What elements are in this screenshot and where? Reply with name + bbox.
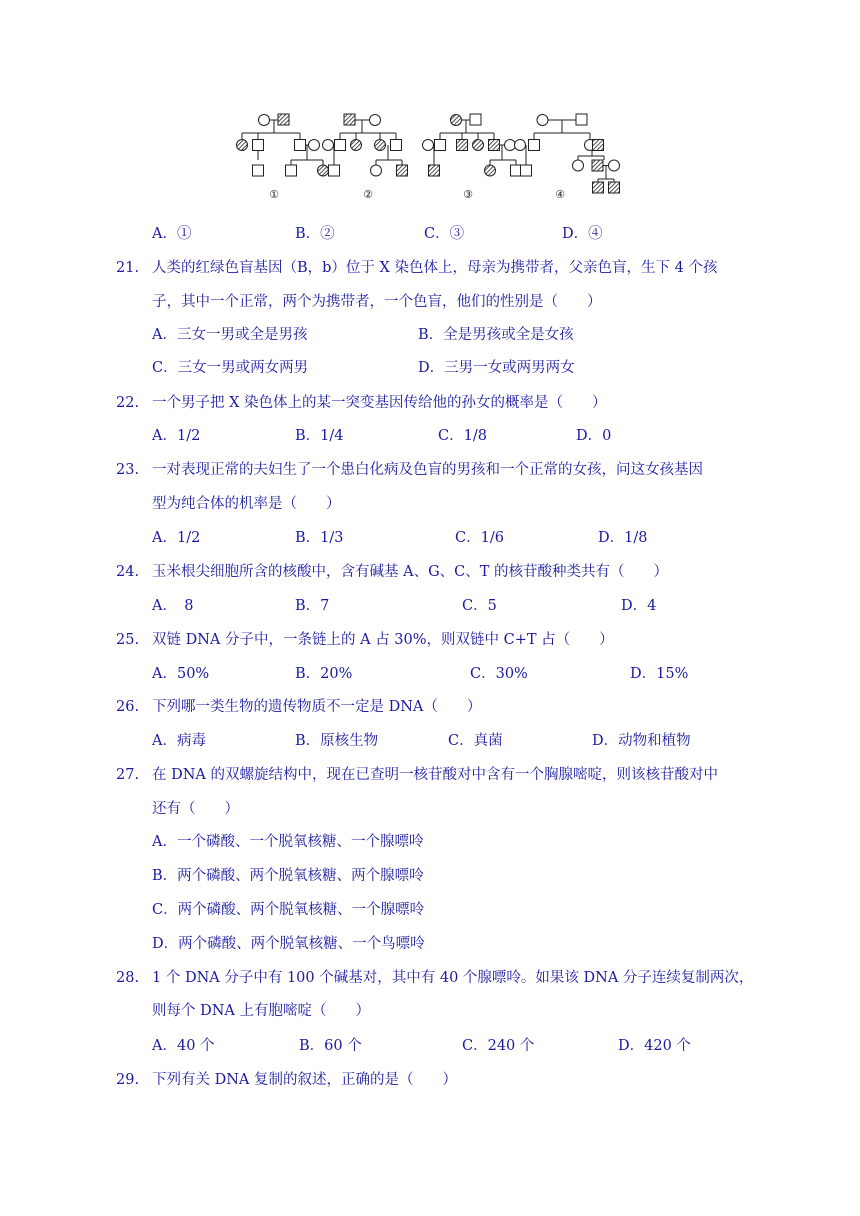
question-number: 21.	[116, 260, 140, 276]
pedigree-3	[423, 114, 522, 176]
q22-option-c[interactable]: C．1/8	[438, 428, 487, 444]
question-text: 人类的红绿色盲基因（B，b）位于 X 染色体上，母亲为携带者，父亲色盲，生下 4 个孩	[152, 260, 718, 276]
q27-option-a[interactable]: A．一个磷酸、一个脱氧核糖、一个腺嘌呤	[152, 834, 424, 850]
pedigree-label-2: ②	[363, 188, 373, 201]
q22-option-b[interactable]: B．1/4	[295, 428, 344, 444]
question-number: 23.	[116, 462, 140, 478]
q23-option-b[interactable]: B．1/3	[295, 530, 344, 546]
question-text: 一个男子把 X 染色体上的某一突变基因传给他的孙女的概率是（ ）	[152, 395, 607, 411]
q28-option-c[interactable]: C．240 个	[462, 1038, 535, 1054]
question-number: 25.	[116, 632, 140, 648]
q27-option-d[interactable]: D．两个磷酸、两个脱氧核糖、一个鸟嘌呤	[152, 936, 425, 952]
q20-option-b[interactable]: B．②	[295, 226, 335, 242]
q21-option-c[interactable]: C．三女一男或两女两男	[152, 360, 309, 376]
q20-option-c[interactable]: C．③	[424, 226, 465, 242]
q22-option-d[interactable]: D．0	[576, 428, 612, 444]
pedigree-1	[237, 114, 329, 176]
q23-option-a[interactable]: A．1/2	[152, 530, 201, 546]
q21-option-b[interactable]: B．全是男孩或全是女孩	[418, 327, 574, 343]
q28-option-b[interactable]: B．60 个	[299, 1038, 362, 1054]
question-number: 27.	[116, 767, 140, 783]
pedigree-2	[323, 114, 408, 176]
q25-option-c[interactable]: C．30%	[470, 666, 528, 682]
q24-option-a[interactable]: A． 8	[152, 598, 194, 614]
question-number: 24.	[116, 564, 140, 580]
question-text: 双链 DNA 分子中，一条链上的 A 占 30%，则双链中 C+T 占（ ）	[152, 632, 614, 648]
question-text: 型为纯合体的机率是（ ）	[152, 496, 341, 512]
q21-option-a[interactable]: A．三女一男或全是男孩	[152, 327, 308, 343]
pedigree-label-3: ③	[463, 188, 473, 201]
q28-option-d[interactable]: D．420 个	[618, 1038, 691, 1054]
q26-option-c[interactable]: C．真菌	[448, 733, 503, 749]
q20-option-a[interactable]: A．①	[152, 226, 192, 242]
q23-option-c[interactable]: C．1/6	[455, 530, 504, 546]
question-text: 玉米根尖细胞所含的核酸中，含有碱基 A、G、C、T 的核苷酸种类共有（ ）	[152, 564, 669, 580]
q27-option-c[interactable]: C．两个磷酸、两个脱氧核糖、一个腺嘌呤	[152, 902, 425, 918]
q25-option-d[interactable]: D．15%	[630, 666, 689, 682]
q23-option-d[interactable]: D．1/8	[598, 530, 648, 546]
q24-option-c[interactable]: C．5	[462, 598, 497, 614]
q26-option-a[interactable]: A．病毒	[152, 733, 206, 749]
question-text: 在 DNA 的双螺旋结构中，现在已查明一核苷酸对中含有一个胸腺嘧啶，则该核苷酸对中	[152, 767, 718, 783]
question-number: 29.	[116, 1072, 140, 1088]
q20-option-d[interactable]: D．④	[562, 226, 603, 242]
q26-option-d[interactable]: D．动物和植物	[592, 733, 691, 749]
question-text: 还有（ ）	[152, 801, 239, 817]
q26-option-b[interactable]: B．原核生物	[295, 733, 379, 749]
pedigree-figure	[228, 108, 648, 204]
pedigree-4	[515, 114, 620, 193]
pedigree-label-4: ④	[555, 188, 565, 201]
q25-option-a[interactable]: A．50%	[152, 666, 210, 682]
question-text: 下列哪一类生物的遗传物质不一定是 DNA（ ）	[152, 699, 482, 715]
question-number: 28.	[116, 970, 140, 986]
question-text: 一对表现正常的夫妇生了一个患白化病及色盲的男孩和一个正常的女孩，问这女孩基因	[152, 462, 703, 478]
q24-option-d[interactable]: D．4	[621, 598, 657, 614]
q24-option-b[interactable]: B．7	[295, 598, 330, 614]
question-text: 1 个 DNA 分子中有 100 个碱基对，其中有 40 个腺嘌呤。如果该 DNA 分子连续复制两次，	[152, 970, 754, 986]
question-text: 子，其中一个正常，两个为携带者，一个色盲，他们的性别是（ ）	[152, 294, 602, 310]
question-text: 则每个 DNA 上有胞嘧啶（ ）	[152, 1003, 371, 1019]
q27-option-b[interactable]: B．两个磷酸、两个脱氧核糖、两个腺嘌呤	[152, 868, 424, 884]
question-number: 22.	[116, 395, 140, 411]
question-text: 下列有关 DNA 复制的叙述，正确的是（ ）	[152, 1072, 458, 1088]
q25-option-b[interactable]: B．20%	[295, 666, 353, 682]
question-number: 26.	[116, 699, 140, 715]
q21-option-d[interactable]: D．三男一女或两男两女	[418, 360, 575, 376]
pedigree-label-1: ①	[269, 188, 279, 201]
q28-option-a[interactable]: A．40 个	[152, 1038, 215, 1054]
q22-option-a[interactable]: A．1/2	[152, 428, 201, 444]
